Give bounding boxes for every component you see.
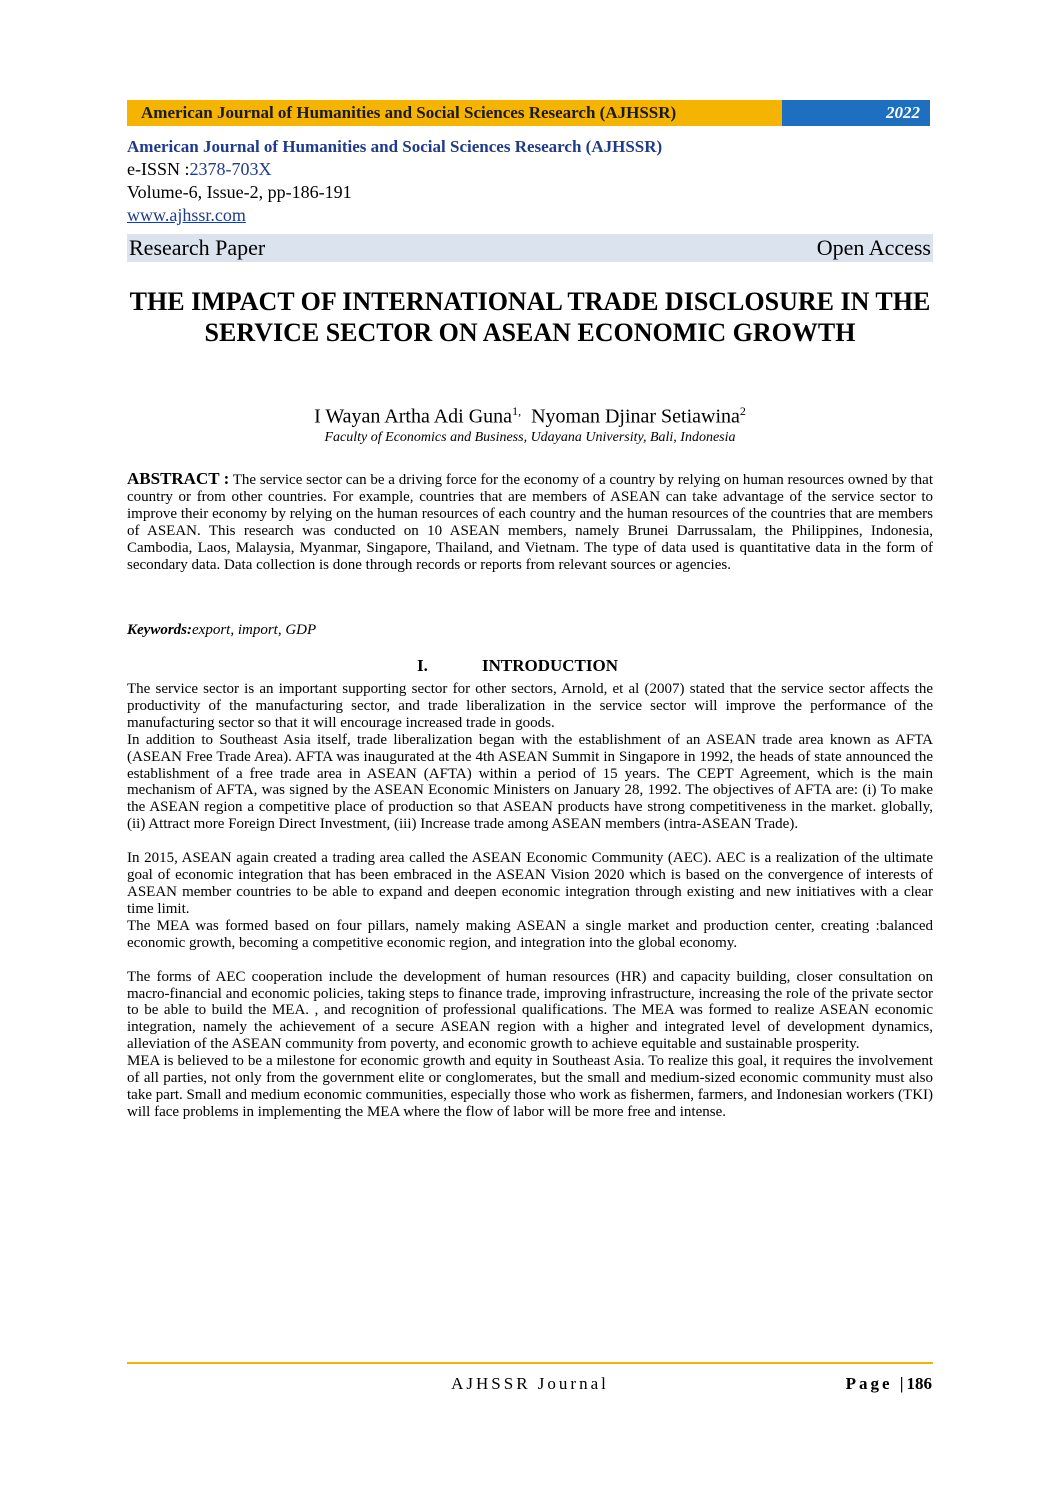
abstract-label: ABSTRACT : — [127, 469, 230, 488]
body-paragraph: In addition to Southeast Asia itself, trade liberalization began with the establishment of an ASEAN trade area known as AFTA (ASEAN Free Trade Area). AFTA was inaugurated at the 4th ASEAN Summit in Singapore in 1992, the heads of state announced the establishment of a free trade area in ASEAN (AFTA) within a period of 15 years. The CEPT Agreement, which is the main mechanism of AFTA, was signed by the ASEAN Economic Ministers on January 28, 1992. The objectives of AFTA are: (i) To make the ASEAN region a competitive place of production so that ASEAN products have strong competitiveness in the market. globally, (ii) Attract more Foreign Direct Investment, (iii) Increase trade among ASEAN members (intra-ASEAN Trade). — [127, 731, 933, 833]
footer-divider — [127, 1362, 933, 1364]
paper-title: THE IMPACT OF INTERNATIONAL TRADE DISCLOSURE IN THE SERVICE SECTOR ON ASEAN ECONOMIC GROWTH — [129, 287, 931, 347]
author-name: Nyoman Djinar Setiawina — [531, 405, 740, 428]
running-header-year: 2022 — [782, 100, 930, 126]
journal-title: American Journal of Humanities and Social Sciences Research (AJHSSR) — [127, 137, 663, 156]
keywords-text: export, import, GDP — [192, 622, 317, 638]
issn-label: e-ISSN : — [127, 159, 190, 179]
article-type-bar — [127, 234, 933, 262]
journal-url-link[interactable]: www.ajhssr.com — [127, 205, 246, 225]
author-affiliation: Faculty of Economics and Business, Udayana University, Bali, Indonesia — [324, 430, 736, 445]
issn-value: 2378-703X — [189, 159, 272, 179]
section-title: INTRODUCTION — [482, 656, 619, 675]
volume-line: Volume-6, Issue-2, pp-186-191 — [127, 182, 352, 202]
footer-page-label: Page | — [845, 1374, 907, 1393]
section-number: I. — [417, 656, 428, 675]
footer-page-number: 186 — [906, 1374, 932, 1393]
article-type-label: Research Paper — [129, 235, 266, 260]
author-line — [127, 398, 933, 430]
author-name: I Wayan Artha Adi Guna — [314, 405, 513, 428]
abstract-text: The service sector can be a driving force for the economy of a country by relying on human resources owned by that country or from other countries. For example, countries that are members of ASEAN can take advantage of the service sector to improve their economy by relying on the human resources of each country and the human resources of the countries that are members of ASEAN. This research was conducted on 10 ASEAN members, namely Brunei Darrussalam, the Philippines, Indonesia, Cambodia, Laos, Malaysia, Myanmar, Singapore, Thailand, and Vietnam. The type of data used is quantitative data in the form of secondary data. Data collection is done through records or reports from relevant sources or agencies. — [127, 472, 933, 573]
keywords-line — [127, 622, 933, 639]
author-affiliation-mark: 2 — [739, 404, 746, 418]
footer-journal: AJHSSR Journal — [451, 1374, 609, 1393]
running-header-journal: American Journal of Humanities and Social Sciences Research (AJHSSR) — [127, 100, 782, 126]
body-paragraph: In 2015, ASEAN again created a trading area called the ASEAN Economic Community (AEC). AEC is a realization of the ultimate goal of economic integration that has been embraced in the ASEAN Vision 2020 which is based on the convergence of interests of ASEAN member countries to be able to expand and deepen economic integration through existing and new initiatives with a clear time limit. — [127, 850, 933, 917]
journal-meta — [127, 136, 933, 227]
abstract-block — [127, 470, 933, 574]
introduction-body — [127, 681, 933, 1121]
body-paragraph: The MEA was formed based on four pillars, namely making ASEAN a single market and production center, creating :balanced economic growth, becoming a competitive economic region, and integration into the global economy. — [127, 917, 933, 951]
keywords-label: Keywords: — [127, 622, 192, 638]
body-paragraph: The service sector is an important supporting sector for other sectors, Arnold, et al (2007) stated that the service sector affects the productivity of the manufacturing sector, and trade liberalization in the service sector will improve the performance of the manufacturing sector so that it will encourage increased trade in goods. — [127, 681, 933, 731]
footer-page — [846, 1374, 932, 1394]
access-type-label: Open Access — [816, 235, 931, 260]
issn-line — [127, 158, 933, 181]
running-header — [127, 100, 930, 126]
author-affiliation-mark: 1, — [512, 404, 522, 418]
body-paragraph: The forms of AEC cooperation include the development of human resources (HR) and capacity building, closer consultation on macro-financial and economic policies, taking steps to finance trade, improving infrastructure, increasing the role of the private sector to be able to build the MEA. , and recognition of professional qualifications. The MEA was formed to realize ASEAN economic integration, namely the achievement of a secure ASEAN region with a higher and integrated level of development dynamics, alleviation of the ASEAN community from poverty, and economic growth to achieve equitable and sustainable prosperity. — [127, 968, 933, 1053]
body-paragraph: MEA is believed to be a milestone for economic growth and equity in Southeast Asia. To realize this goal, it requires the involvement of all parties, not only from the government elite or conglomerates, but the small and medium-sized economic community must also take part. Small and medium economic communities, especially those who work as fishermen, farmers, and Indonesian workers (TKI) will face problems in implementing the MEA where the flow of labor will be more free and intense. — [127, 1053, 934, 1120]
journal-url-line — [127, 204, 933, 227]
